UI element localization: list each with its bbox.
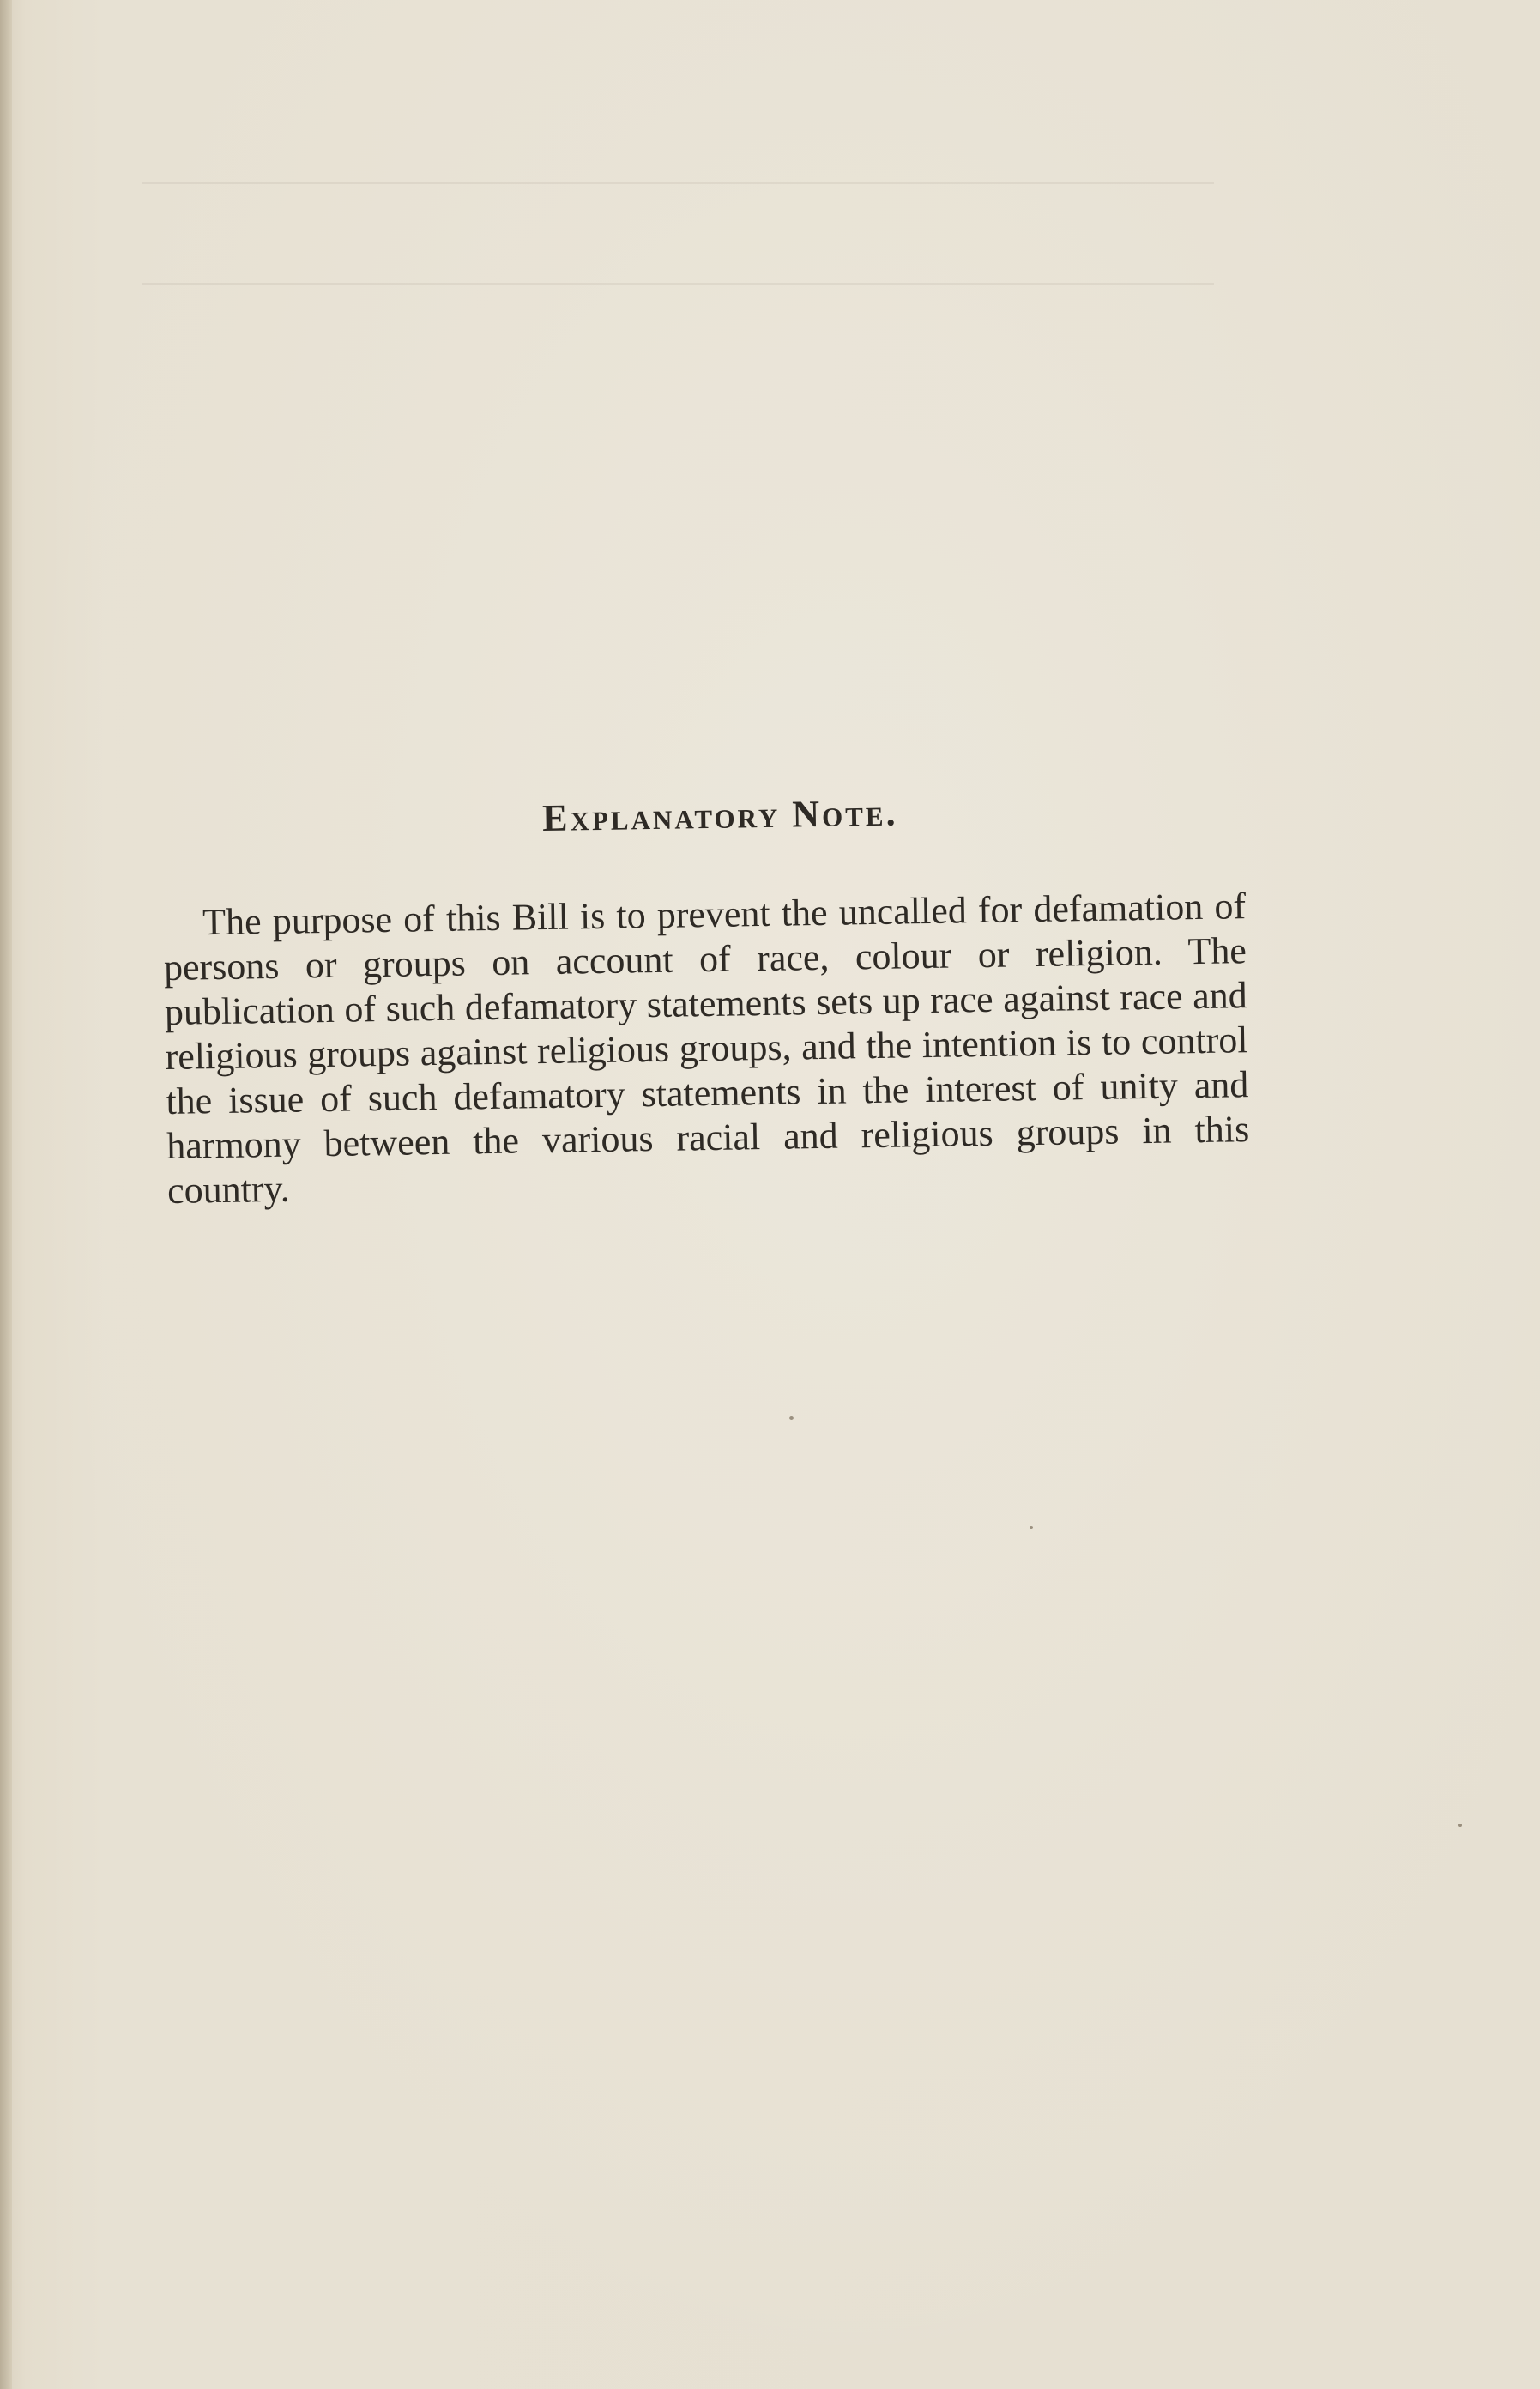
show-through-block xyxy=(129,94,1210,146)
paper-speck xyxy=(789,1416,794,1420)
page-spine-shadow xyxy=(0,0,12,2389)
note-body: The purpose of this Bill is to prevent the uncalled for defamation of persons or groups on account of race, colour or religion. The publication of such defamatory statements sets up race against race and religious groups against religious groups, and the intention is to control the issue of such defamatory statements in the interest of unity and harmony between the various racial and religious groups in this country. xyxy=(163,885,1250,1212)
note-heading: Explanatory Note. xyxy=(541,791,898,840)
show-through-rule xyxy=(142,283,1214,285)
paper-speck xyxy=(1458,1824,1462,1827)
show-through-rule xyxy=(142,182,1214,184)
paper-speck xyxy=(1030,1526,1033,1529)
explanatory-note xyxy=(161,785,1250,1213)
